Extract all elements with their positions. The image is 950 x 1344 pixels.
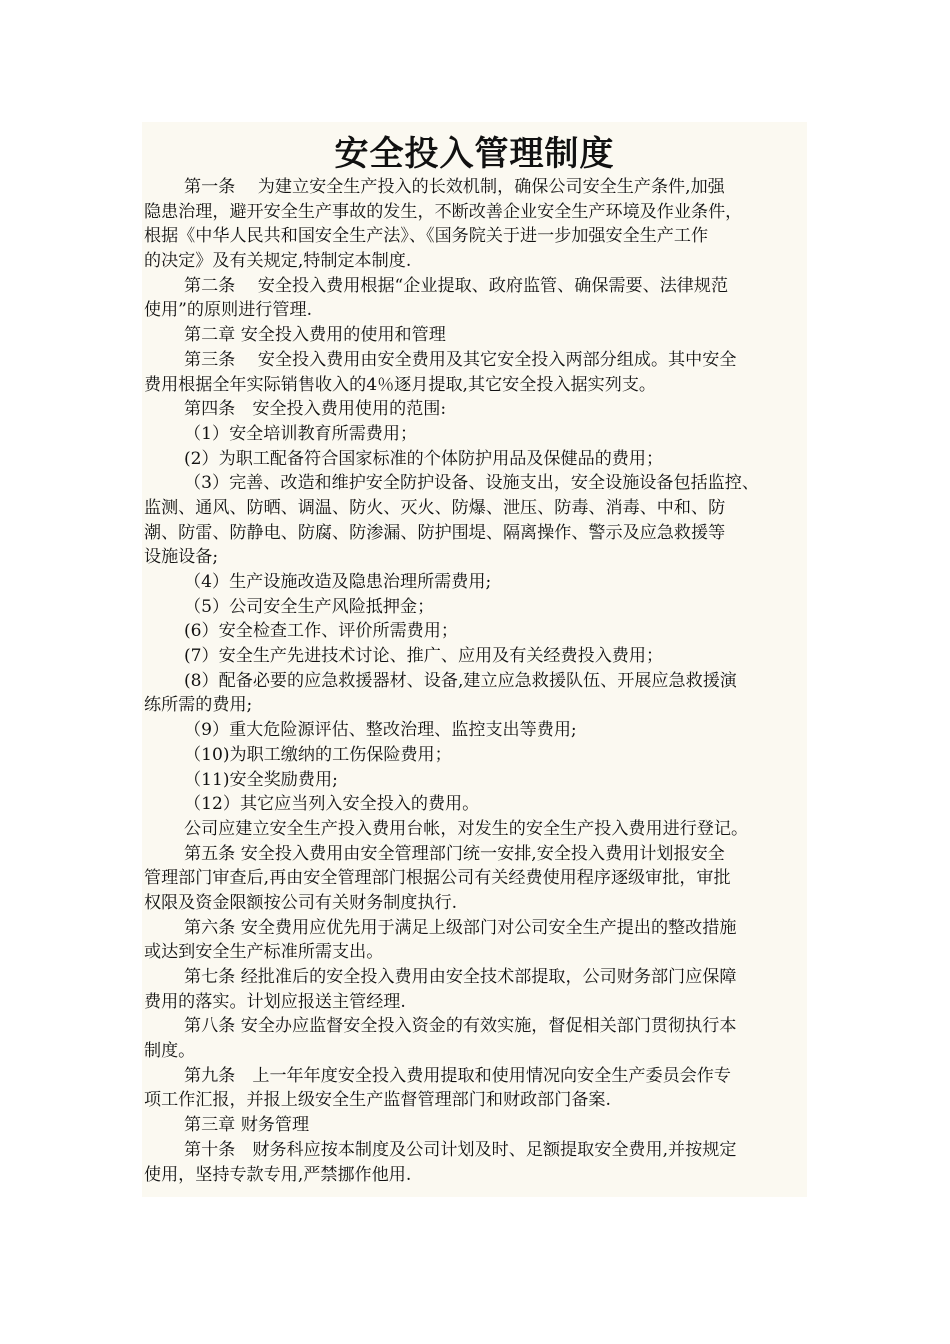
text-line: 的决定》及有关规定,特制定本制度. [144, 251, 412, 272]
text-line: （1）安全培训教育所需费用； [184, 423, 418, 444]
text-line: 第十条 财务科应按本制度及公司计划及时、足额提取安全费用,并按规定 [184, 1139, 737, 1160]
text-line: （9）重大危险源评估、整改治理、监控支出等费用; [184, 720, 577, 741]
text-line: (7）安全生产先进技术讨论、推广、应用及有关经费投入费用； [184, 646, 664, 667]
text-line: 第一条 为建立安全生产投入的长效机制，确保公司安全生产条件,加强 [184, 177, 725, 197]
text-line: 第三章 财务管理 [184, 1115, 310, 1136]
text-line: (8）配备必要的应急救援器材、设备,建立应急救援队伍、开展应急救援演 [184, 670, 737, 691]
text-line: 第三条 安全投入费用由安全费用及其它安全投入两部分组成。其中安全 [184, 349, 737, 370]
text-line: 或达到安全生产标准所需支出。 [144, 942, 384, 963]
text-line: （11)安全奖励费用; [184, 769, 338, 790]
text-line: （4）生产设施改造及隐患治理所需费用; [184, 572, 492, 592]
text-line: （10)为职工缴纳的工伤保险费用； [184, 744, 452, 765]
text-line: （5）公司安全生产风险抵押金； [184, 596, 435, 617]
text-line: 公司应建立安全生产投入费用台帐，对发生的安全生产投入费用进行登记。 [184, 818, 749, 839]
text-line: 第六条 安全费用应优先用于满足上级部门对公司安全生产提出的整改措施 [184, 917, 737, 938]
text-line: (6）安全检查工作、评价所需费用； [184, 621, 458, 642]
text-line: 第七条 经批准后的安全投入费用由安全技术部提取，公司财务部门应保障 [184, 967, 737, 987]
text-line: 第九条 上一年年度安全投入费用提取和使用情况向安全生产委员会作专 [184, 1065, 731, 1086]
text-line: 项工作汇报，并报上级安全生产监督管理部门和财政部门备案. [144, 1090, 611, 1111]
document-body [144, 175, 807, 1187]
text-line: (2）为职工配备符合国家标准的个体防护用品及保健品的费用； [184, 448, 664, 469]
text-line: （12）其它应当列入安全投入的费用。 [184, 794, 480, 815]
text-line: 潮、防雷、防静电、防腐、防渗漏、防护围堤、隔离操作、警示及应急救援等 [144, 522, 726, 543]
text-line: 费用根据全年实际销售收入的4％逐月提取,其它安全投入据实列支。 [144, 374, 657, 395]
text-line: 第五条 安全投入费用由安全管理部门统一安排,安全投入费用计划报安全 [184, 843, 725, 864]
document-page [142, 122, 807, 1197]
text-line: 费用的落实。计划应报送主管经理. [144, 991, 406, 1012]
text-line: 监测、通风、防晒、调温、防火、灭火、防爆、泄压、防毒、消毒、中和、防 [144, 497, 726, 518]
text-line: 练所需的费用; [144, 695, 253, 716]
text-line: 制度。 [144, 1041, 196, 1062]
text-line: 隐患治理，避开安全生产事故的发生，不断改善企业安全生产环境及作业条件， [144, 201, 743, 222]
text-line: 第八条 安全办应监督安全投入资金的有效实施，督促相关部门贯彻执行本 [184, 1016, 737, 1037]
text-line: 权限及资金限额按公司有关财务制度执行. [144, 892, 458, 913]
text-line: 设施设备; [144, 547, 219, 568]
text-line: 使用，坚持专款专用,严禁挪作他用. [144, 1164, 412, 1185]
text-line: 第四条 安全投入费用使用的范围: [184, 399, 447, 420]
text-line: 第二章 安全投入费用的使用和管理 [184, 325, 446, 346]
text-line: 使用”的原则进行管理. [144, 300, 313, 321]
text-line: 管理部门审查后,再由安全管理部门根据公司有关经费使用程序逐级审批，审批 [144, 868, 731, 889]
document-title: 安全投入管理制度 [334, 134, 615, 174]
text-line: 第二条 安全投入费用根据“企业提取、政府监管、确保需要、法律规范 [184, 275, 729, 296]
text-line: 根据《中华人民共和国安全生产法》、《国务院关于进一步加强安全生产工作 [144, 226, 709, 247]
text-line: （3）完善、改造和维护安全防护设备、设施支出，安全设施设备包括监控、 [184, 473, 759, 494]
